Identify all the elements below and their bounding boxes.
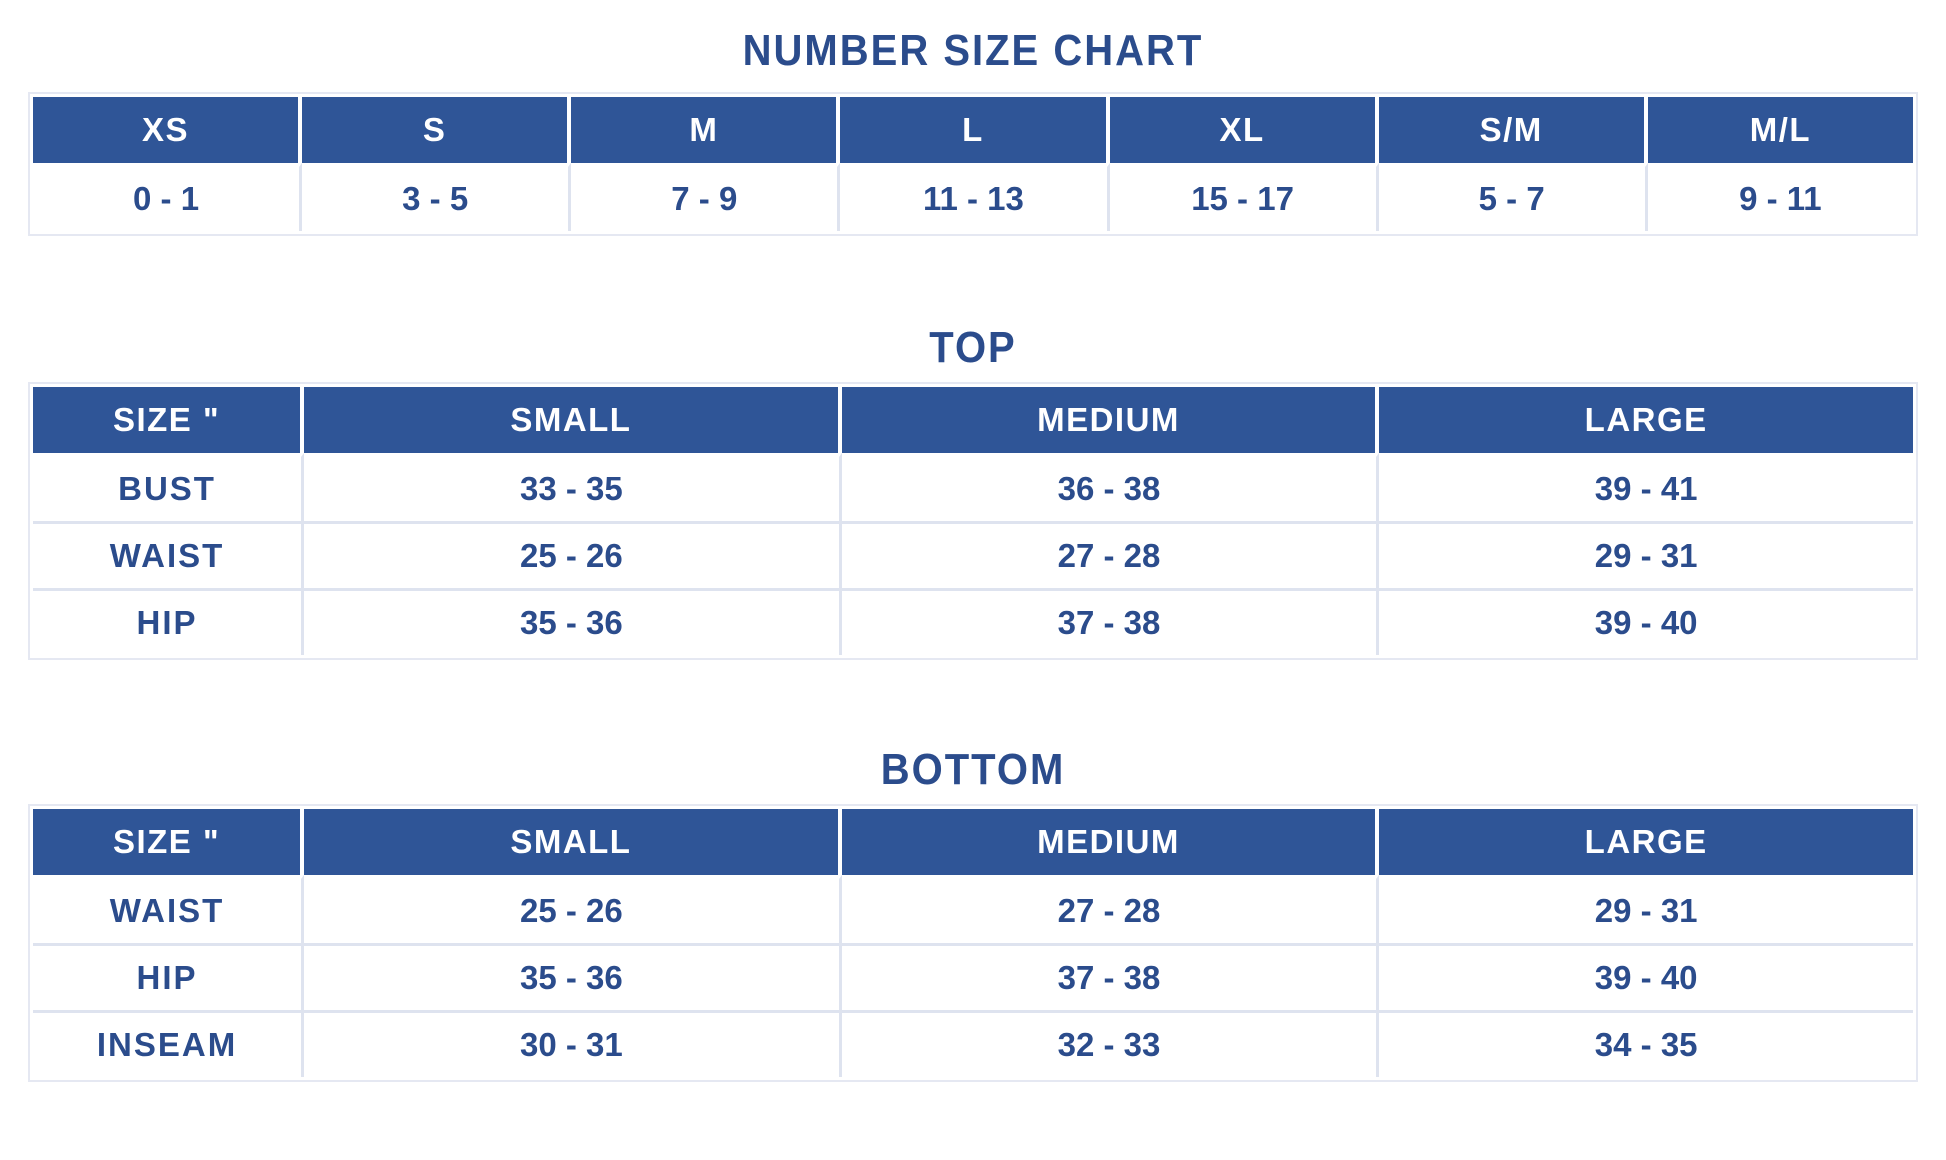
row-label-hip: HIP bbox=[33, 943, 304, 1010]
header-cell-m: M bbox=[571, 97, 840, 163]
header-cell-small: SMALL bbox=[304, 387, 842, 453]
header-cell-size-inches: SIZE " bbox=[33, 387, 304, 453]
hip-small-cell: 35 - 36 bbox=[304, 588, 842, 655]
top-chart-frame bbox=[28, 382, 1918, 660]
hip-medium-cell: 37 - 38 bbox=[842, 943, 1380, 1010]
row-label-waist: WAIST bbox=[33, 875, 304, 943]
header-cell-medium: MEDIUM bbox=[842, 387, 1380, 453]
row-label-hip: HIP bbox=[33, 588, 304, 655]
header-cell-small: SMALL bbox=[304, 809, 842, 875]
bust-medium-cell: 36 - 38 bbox=[842, 453, 1380, 521]
number-size-chart-value-row bbox=[33, 163, 1913, 231]
bottom-row-waist bbox=[33, 875, 1913, 943]
header-cell-sm: S/M bbox=[1379, 97, 1648, 163]
header-cell-size-inches: SIZE " bbox=[33, 809, 304, 875]
number-size-chart-header-row bbox=[33, 97, 1913, 163]
top-header-row bbox=[33, 387, 1913, 453]
header-cell-large: LARGE bbox=[1379, 387, 1913, 453]
hip-small-cell: 35 - 36 bbox=[304, 943, 842, 1010]
header-cell-xs: XS bbox=[33, 97, 302, 163]
value-cell-xl: 15 - 17 bbox=[1110, 163, 1379, 231]
value-cell-m: 7 - 9 bbox=[571, 163, 840, 231]
bust-large-cell: 39 - 41 bbox=[1379, 453, 1913, 521]
header-cell-xl: XL bbox=[1110, 97, 1379, 163]
top-row-waist bbox=[33, 521, 1913, 588]
header-cell-l: L bbox=[840, 97, 1109, 163]
waist-large-cell: 29 - 31 bbox=[1379, 521, 1913, 588]
bust-small-cell: 33 - 35 bbox=[304, 453, 842, 521]
hip-large-cell: 39 - 40 bbox=[1379, 943, 1913, 1010]
top-chart-title: TOP bbox=[929, 324, 1017, 372]
inseam-small-cell: 30 - 31 bbox=[304, 1010, 842, 1077]
value-cell-ml: 9 - 11 bbox=[1648, 163, 1913, 231]
header-cell-ml: M/L bbox=[1648, 97, 1913, 163]
header-cell-medium: MEDIUM bbox=[842, 809, 1380, 875]
hip-large-cell: 39 - 40 bbox=[1379, 588, 1913, 655]
bottom-header-row bbox=[33, 809, 1913, 875]
bottom-chart-title: BOTTOM bbox=[880, 746, 1066, 794]
bottom-row-hip bbox=[33, 943, 1913, 1010]
number-size-chart-table bbox=[33, 97, 1913, 231]
header-cell-large: LARGE bbox=[1379, 809, 1913, 875]
top-row-bust bbox=[33, 453, 1913, 521]
hip-medium-cell: 37 - 38 bbox=[842, 588, 1380, 655]
value-cell-s: 3 - 5 bbox=[302, 163, 571, 231]
inseam-large-cell: 34 - 35 bbox=[1379, 1010, 1913, 1077]
row-label-bust: BUST bbox=[33, 453, 304, 521]
top-size-table bbox=[33, 387, 1913, 655]
waist-small-cell: 25 - 26 bbox=[304, 521, 842, 588]
value-cell-l: 11 - 13 bbox=[840, 163, 1109, 231]
row-label-waist: WAIST bbox=[33, 521, 304, 588]
value-cell-sm: 5 - 7 bbox=[1379, 163, 1648, 231]
row-label-inseam: INSEAM bbox=[33, 1010, 304, 1077]
waist-small-cell: 25 - 26 bbox=[304, 875, 842, 943]
bottom-size-table bbox=[33, 809, 1913, 1077]
number-size-chart-frame bbox=[28, 92, 1918, 236]
value-cell-xs: 0 - 1 bbox=[33, 163, 302, 231]
inseam-medium-cell: 32 - 33 bbox=[842, 1010, 1380, 1077]
number-size-chart-title: NUMBER SIZE CHART bbox=[742, 27, 1204, 75]
header-cell-s: S bbox=[302, 97, 571, 163]
waist-medium-cell: 27 - 28 bbox=[842, 521, 1380, 588]
top-row-hip bbox=[33, 588, 1913, 655]
waist-medium-cell: 27 - 28 bbox=[842, 875, 1380, 943]
waist-large-cell: 29 - 31 bbox=[1379, 875, 1913, 943]
bottom-chart-frame bbox=[28, 804, 1918, 1082]
bottom-row-inseam bbox=[33, 1010, 1913, 1077]
